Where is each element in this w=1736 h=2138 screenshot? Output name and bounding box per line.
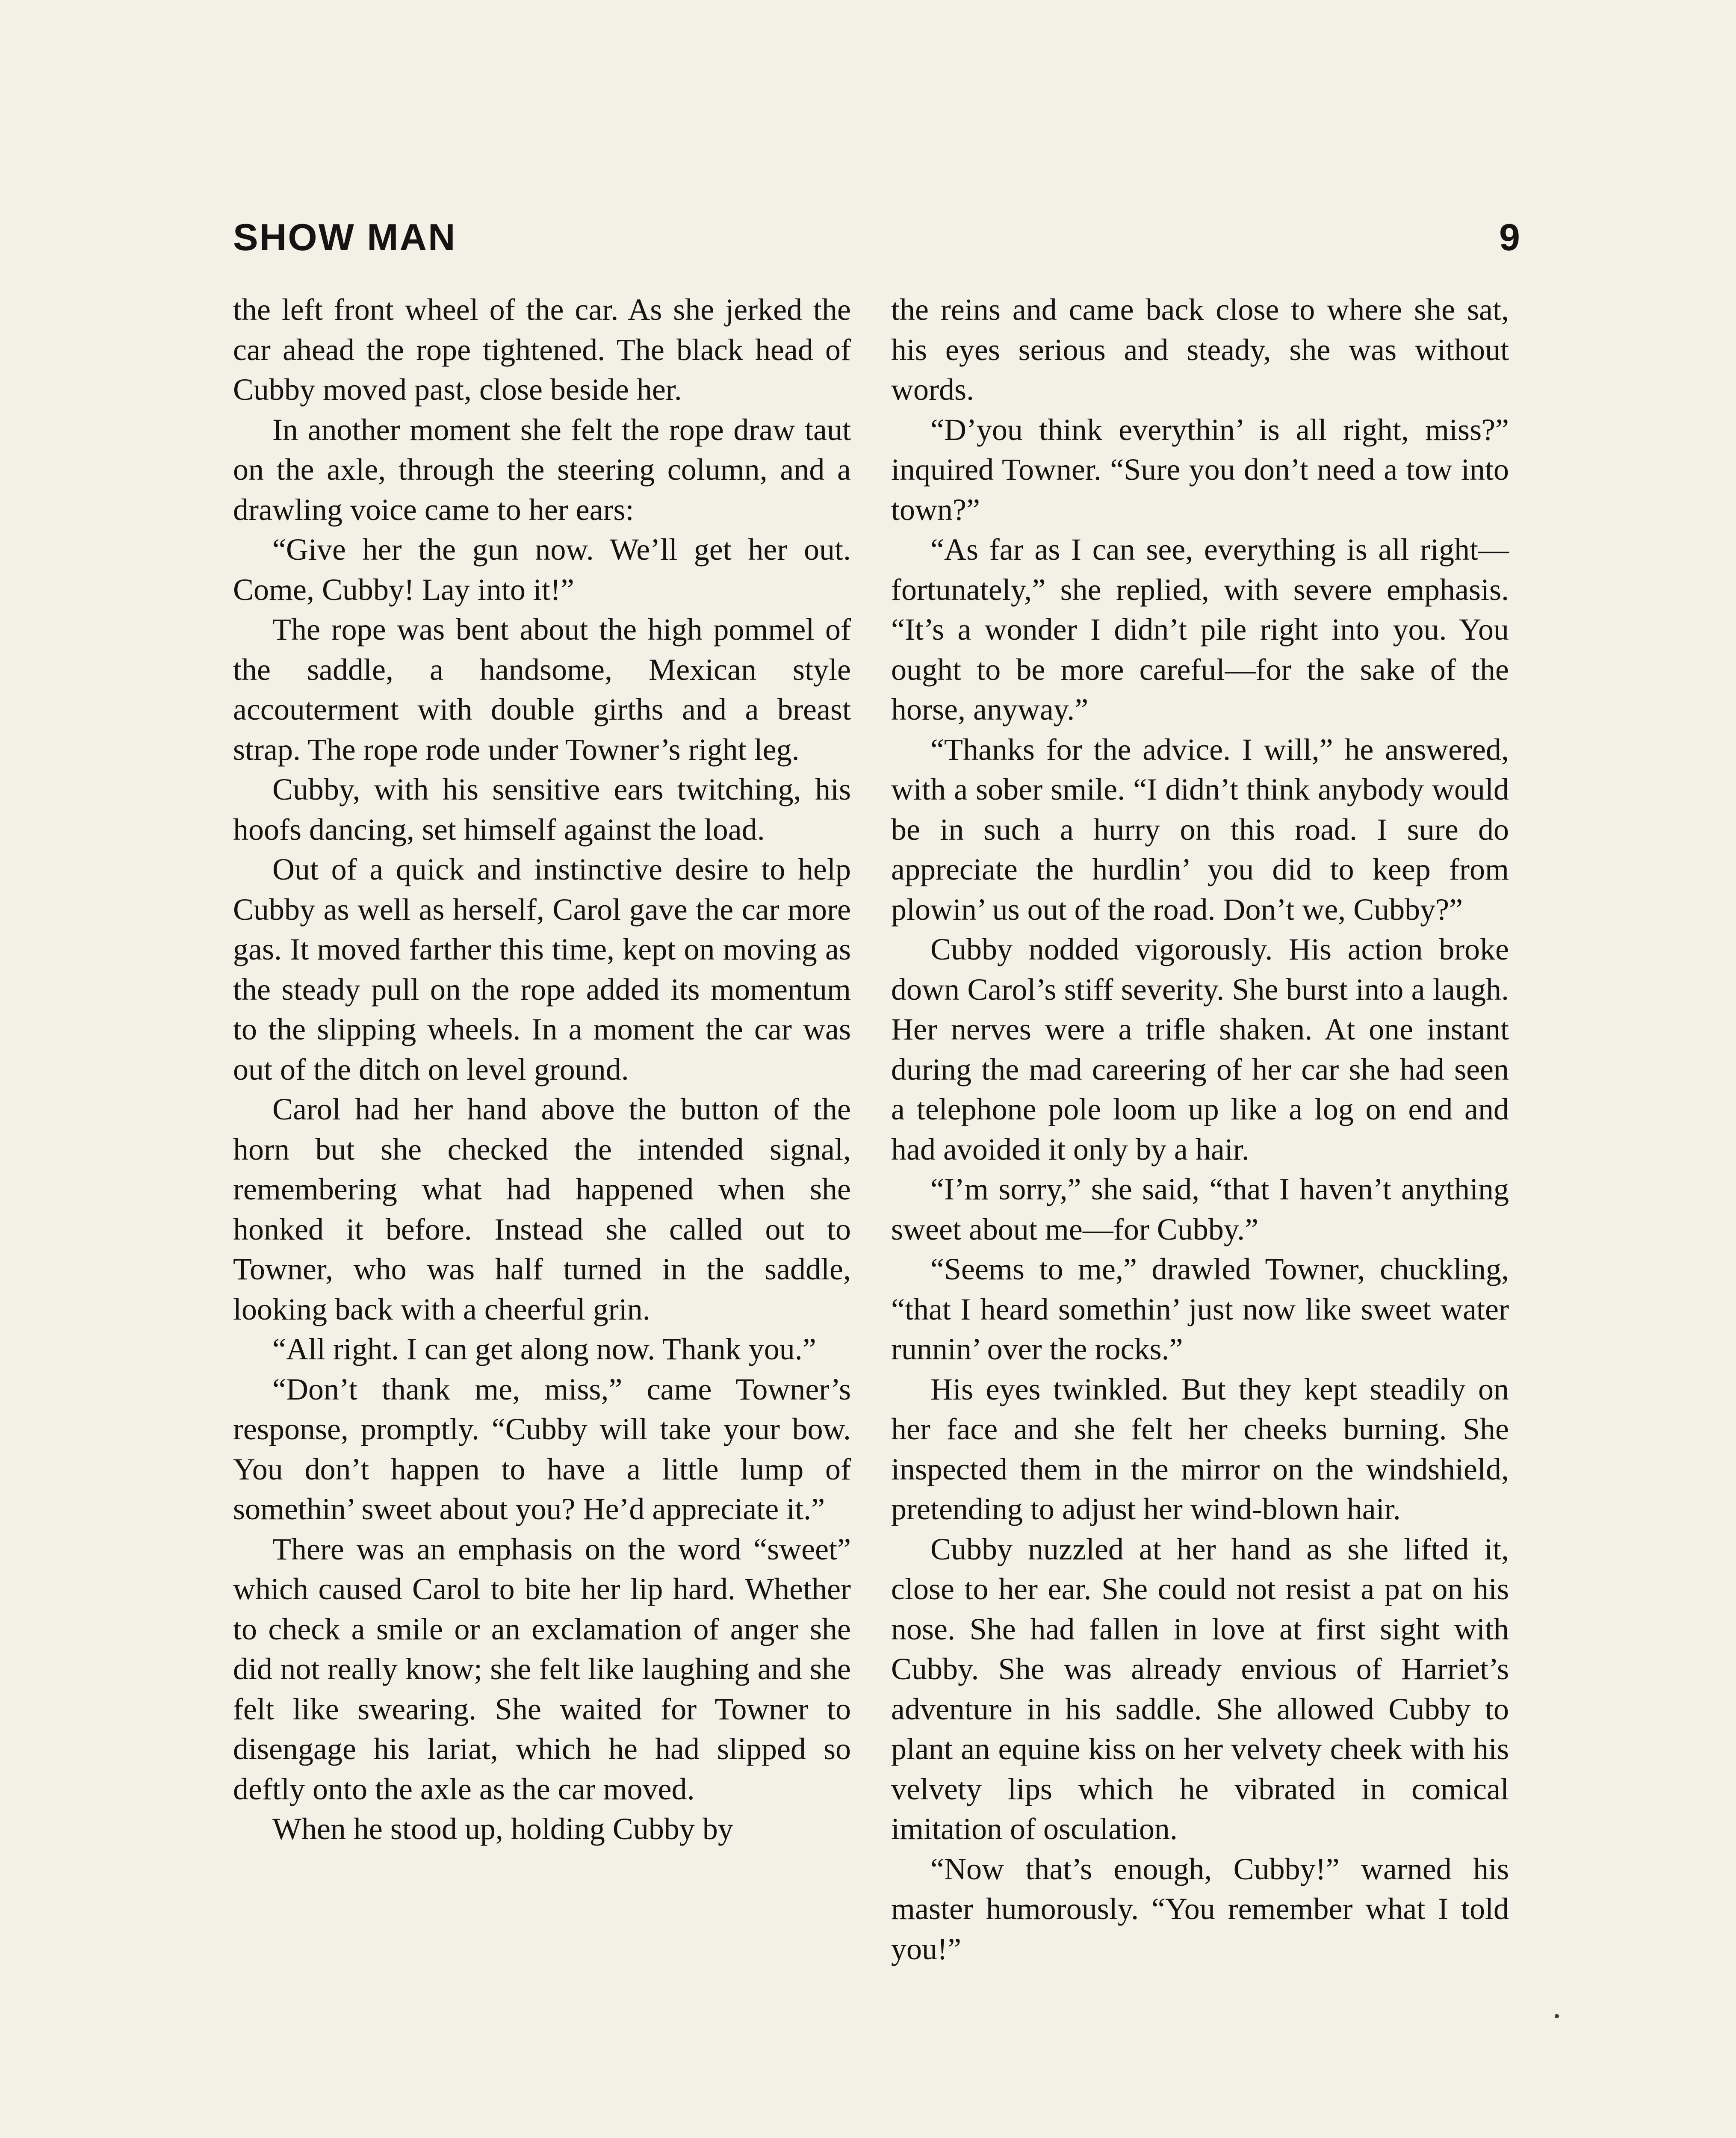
paragraph: the reins and came back close to where she sat, his eyes serious and steady, she was without words. [891,292,1509,407]
paragraph: In another moment she felt the rope draw taut on the axle, through the steering column, and a drawling voice came to her ears: [233,412,851,527]
paragraph: “As far as I can see, everything is all right—fortunately,” she replied, with severe emphasis. “It’s a wonder I didn’t pile right into you. You ought to be more careful—for the sake of the horse, anyway.” [891,532,1509,726]
paragraph: “Give her the gun now. We’ll get her out. Come, Cubby! Lay into it!” [233,532,851,607]
paragraph: Cubby, with his sensitive ears twitching, his hoofs dancing, set himself against the load. [233,772,851,847]
running-header [233,210,1520,265]
print-speck [1555,2014,1559,2018]
text-column-left [233,290,851,1849]
paragraph: “D’you think everythin’ is all right, miss?” inquired Towner. “Sure you don’t need a tow into town?” [891,412,1509,527]
running-title: SHOW MAN [233,216,457,258]
paragraph: “I’m sorry,” she said, “that I haven’t anything sweet about me—for Cubby.” [891,1172,1509,1246]
paragraph: Carol had her hand above the button of the horn but she checked the intended signal, remembering what had happened when she honked it before. Instead she called out to Towner, who was half turned in the saddle, looking back with a cheerful grin. [233,1092,851,1326]
paragraph: Cubby nodded vigorously. His action broke down Carol’s stiff severity. She burst into a laugh. Her nerves were a trifle shaken. At one instant during the mad careering of her car she had seen a telephone pole loom up like a log on end and had avoided it only by a hair. [891,932,1509,1166]
paragraph: “All right. I can get along now. Thank you.” [272,1332,816,1366]
text-column-right [891,290,1509,1969]
paragraph: “Seems to me,” drawled Towner, chuckling, “that I heard somethin’ just now like sweet water runnin’ over the rocks.” [891,1252,1509,1366]
paragraph: There was an emphasis on the word “sweet” which caused Carol to bite her lip hard. Whether to check a smile or an exclamation of anger she did not really know; she felt like laughing and she felt like swearing. She waited for Towner to disengage his lariat, which he had slipped so deftly onto the axle as the car moved. [233,1532,851,1806]
paragraph: Out of a quick and instinctive desire to help Cubby as well as herself, Carol gave the car more gas. It moved farther this time, kept on moving as the steady pull on the rope added its momentum to the slipping wheels. In a moment the car was out of the ditch on level ground. [233,852,851,1087]
paragraph: When he stood up, holding Cubby by [272,1812,733,1846]
paragraph: The rope was bent about the high pommel of the saddle, a handsome, Mexican style accouterment with double girths and a breast strap. The rope rode under Towner’s right leg. [233,612,851,767]
paragraph: the left front wheel of the car. As she jerked the car ahead the rope tightened. The black head of Cubby moved past, close beside her. [233,292,851,407]
paragraph: His eyes twinkled. But they kept steadily on her face and she felt her cheeks burning. She inspected them in the mirror on the windshield, pretending to adjust her wind-blown hair. [891,1372,1509,1526]
paragraph: Cubby nuzzled at her hand as she lifted it, close to her ear. She could not resist a pat on his nose. She had fallen in love at first sight with Cubby. She was already envious of Harriet’s adventure in his saddle. She allowed Cubby to plant an equine kiss on her velvety cheek with his velvety lips which he vibrated in comical imitation of osculation. [891,1532,1509,1846]
paragraph: “Now that’s enough, Cubby!” warned his master humorously. “You remember what I told you!” [891,1852,1509,1966]
page-number: 9 [1499,216,1520,258]
paragraph: “Thanks for the advice. I will,” he answered, with a sober smile. “I didn’t think anybody would be in such a hurry on this road. I sure do appreciate the hurdlin’ you did to keep from plowin’ us out of the road. Don’t we, Cubby?” [891,732,1509,927]
paragraph: “Don’t thank me, miss,” came Towner’s response, promptly. “Cubby will take your bow. You don’t happen to have a little lump of somethin’ sweet about you? He’d appreciate it.” [233,1372,851,1526]
